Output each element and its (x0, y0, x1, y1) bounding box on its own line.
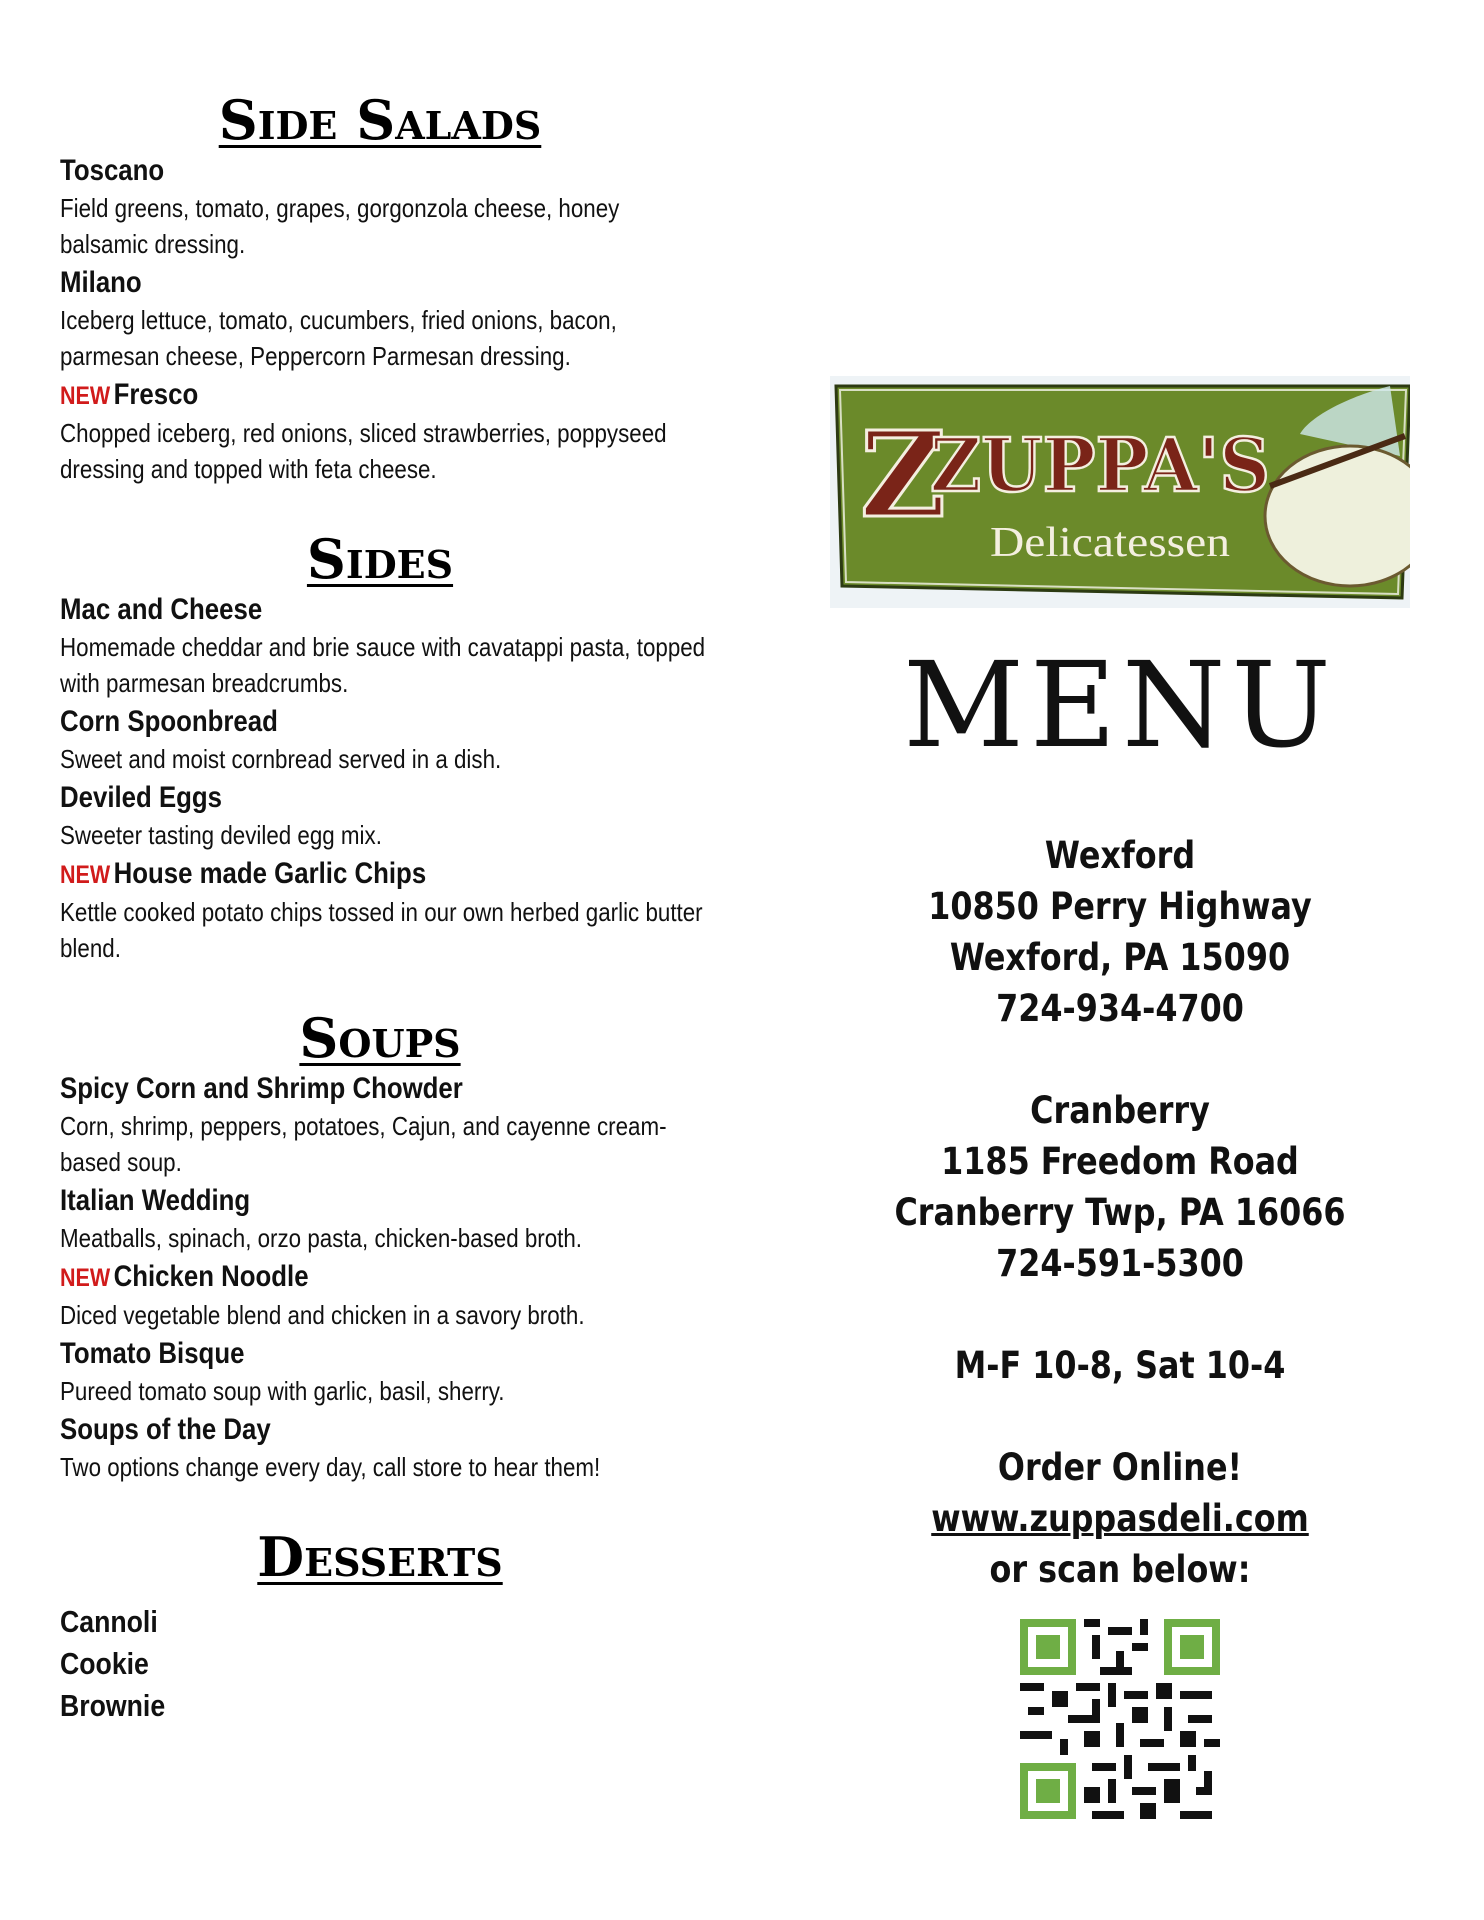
menu-column (60, 88, 706, 1767)
menu-item (60, 779, 700, 853)
section-title-soups: Soups (299, 1006, 461, 1070)
qr-code[interactable] (1020, 1619, 1220, 1819)
logo-z: Z (860, 405, 947, 544)
location-citystate: Wexford, PA 15090 (949, 936, 1291, 979)
item-name: Milano (60, 266, 142, 299)
item-description: Chopped iceberg, red onions, sliced strawberries, poppyseed dressing and topped with feta cheese. (60, 418, 667, 484)
item-name: Tomato Bisque (60, 1337, 245, 1370)
item-name-row (60, 376, 610, 415)
menu-item (60, 703, 700, 777)
location-wexford (830, 830, 1410, 1034)
menu-item (60, 1411, 700, 1485)
website-link[interactable]: www.zuppasdeli.com (931, 1497, 1309, 1540)
item-name-row (60, 1258, 610, 1297)
item-description: Sweet and moist cornbread served in a dish. (60, 744, 502, 774)
dessert-item: Cannoli (60, 1604, 158, 1639)
item-description: Meatballs, spinach, orzo pasta, chicken-based broth. (60, 1223, 583, 1253)
dessert-item: Cookie (60, 1646, 149, 1681)
item-name: Italian Wedding (60, 1184, 251, 1217)
item-description: Sweeter tasting deviled egg mix. (60, 820, 382, 850)
menu-heading: MENU (903, 636, 1337, 774)
menu-item (60, 1335, 700, 1409)
soups-section (60, 1006, 700, 1485)
menu-item (60, 152, 700, 262)
new-badge: NEW (60, 1264, 111, 1292)
menu-item (60, 591, 706, 701)
section-title-desserts: Desserts (257, 1525, 503, 1589)
location-city: Cranberry (1030, 1089, 1210, 1132)
side-salads-section (60, 88, 700, 487)
contact-block (830, 830, 1410, 1595)
location-cranberry (830, 1085, 1410, 1289)
dessert-item: Brownie (60, 1688, 166, 1723)
item-description: Homemade cheddar and brie sauce with cavatappi pasta, topped with parmesan breadcrumbs. (60, 632, 706, 698)
item-description: Kettle cooked potato chips tossed in our own herbed garlic butter blend. (60, 897, 703, 963)
item-name: Spicy Corn and Shrimp Chowder (60, 1072, 463, 1105)
section-title-side-salads: Side Salads (218, 88, 542, 152)
menu-item (60, 1258, 700, 1333)
sides-section (60, 527, 706, 966)
item-description: Corn, shrimp, peppers, potatoes, Cajun, and cayenne cream-based soup. (60, 1111, 667, 1177)
item-name: Corn Spoonbread (60, 705, 278, 738)
location-city: Wexford (1044, 834, 1196, 877)
desserts-section (60, 1525, 700, 1727)
section-title-sides: Sides (306, 527, 454, 591)
location-street: 1185 Freedom Road (941, 1140, 1299, 1183)
item-name: Soups of the Day (60, 1413, 271, 1446)
location-citystate: Cranberry Twp, PA 16066 (894, 1191, 1346, 1234)
menu-item (60, 1070, 700, 1180)
zuppas-logo (830, 376, 1410, 608)
location-phone[interactable]: 724-591-5300 (996, 1242, 1244, 1285)
item-description: Field greens, tomato, grapes, gorgonzola cheese, honey balsamic dressing. (60, 193, 620, 259)
menu-item (60, 376, 700, 487)
item-name: Toscano (60, 154, 165, 187)
logo-name: ZUPPA'S (930, 423, 1270, 509)
item-name: Deviled Eggs (60, 781, 223, 814)
info-column (830, 376, 1410, 1819)
order-headline: Order Online! (997, 1446, 1243, 1489)
item-name-row (60, 855, 610, 894)
item-description: Iceberg lettuce, tomato, cucumbers, fried onions, bacon, parmesan cheese, Peppercorn Parmesan dressing. (60, 305, 617, 371)
location-phone[interactable]: 724-934-4700 (996, 987, 1244, 1030)
menu-item (60, 264, 700, 374)
store-hours: M-F 10-8, Sat 10-4 (954, 1344, 1286, 1387)
new-badge: NEW (60, 861, 111, 889)
menu-item (60, 855, 703, 966)
item-name: Chicken Noodle (113, 1260, 309, 1293)
location-street: 10850 Perry Highway (928, 885, 1312, 928)
item-description: Pureed tomato soup with garlic, basil, sherry. (60, 1376, 505, 1406)
item-description: Two options change every day, call store to hear them! (60, 1452, 601, 1482)
scan-prompt: or scan below: (989, 1548, 1251, 1591)
menu-item (60, 1182, 700, 1256)
item-name: Mac and Cheese (60, 593, 263, 626)
logo-tagline: Delicatessen (990, 520, 1230, 566)
item-name: House made Garlic Chips (113, 857, 427, 890)
item-name: Fresco (113, 378, 199, 411)
new-badge: NEW (60, 382, 111, 410)
item-description: Diced vegetable blend and chicken in a savory broth. (60, 1300, 585, 1330)
